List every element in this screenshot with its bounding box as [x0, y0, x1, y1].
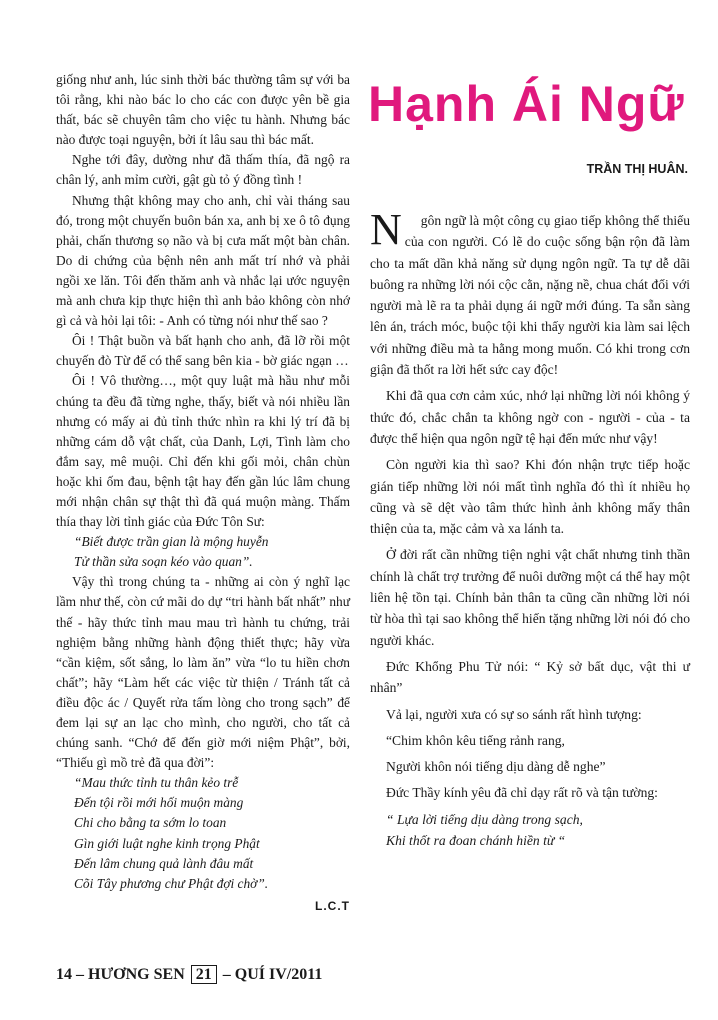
quote-line [56, 773, 350, 793]
paragraph-text: Ôi ! Thật buồn và bất hạnh cho anh, đã lỡ rồi một chuyến đò Từ để có thể sang bên kia - bờ giác ngạn … [56, 333, 350, 369]
paragraph-text: Nghe tới đây, dường như đã thấm thía, đã ngộ ra chân lý, anh mỉm cười, gật gù tỏ ý đồng tình ! [56, 152, 350, 188]
paragraph [370, 704, 690, 725]
page-footer [56, 966, 322, 984]
paragraph-text: Người khôn nói tiếng dịu dàng dễ nghe” [386, 759, 606, 775]
paragraph-text: Vả lại, người xưa có sự so sánh rất hình tượng: [386, 706, 642, 722]
paragraph-text: Khi thốt ra đoan chánh hiền từ “ [386, 833, 566, 849]
right-column [370, 205, 690, 851]
paragraph [370, 782, 690, 803]
paragraph [56, 371, 350, 532]
paragraph-text: Gìn giới luật nghe kinh trọng Phật [74, 835, 260, 851]
paragraph-text: Đức Khổng Phu Tử nói: “ Kỷ sở bất dục, vật thi ư nhân” [370, 658, 690, 696]
paragraph [56, 331, 350, 371]
signature: L.C.T [315, 898, 350, 913]
footer-dash: – [76, 966, 84, 983]
paragraph-text: Nhưng thật không may cho anh, chỉ vài tháng sau đó, trong một chuyến buôn bán xa, anh bị xe ô tô đụng phải, chấn thương sọ não và bị cưa mất một bàn chân. Do di chứng của bệnh nên anh mất trí nhớ và phải ngồi xe lăn. Tôi đến thăm anh và nhắc lại ước nguyện mà anh chưa kịp thực hiện thì anh bảo không còn nhớ gì cả và hỏi lại tôi: - Anh có từng nói như thế sao ? [56, 192, 350, 329]
quote-line [56, 834, 350, 854]
paragraph [370, 656, 690, 699]
dropcap: N [370, 205, 402, 254]
paragraph-text: Ôi ! Vô thường…, một quy luật mà hầu như mỗi chúng ta đều đã từng nghe, thấy, biết và nói nhiều lần nhưng có mấy ai đủ tỉnh thức nhìn ra khi lý trí đã bị những cám dỗ vật chất, của Danh, Lợi, Tình làm cho đắm say, mê muội. Chỉ đến khi gối mỏi, chân chùn hoặc khi ốm đau, bệnh tật hay đến gần lúc lâm chung mới nhận chân sự thật thì đã quá muộn màng. Thấm thía thay lời tỉnh giác của Đức Tôn Sư: [56, 373, 350, 530]
issue-number: 21 [191, 965, 217, 984]
paragraph [56, 150, 350, 190]
paragraph-text: Khi đã qua cơn cảm xúc, nhớ lại những lời nói không ý thức đó, chắc chắn ta không ngờ con - người - của - ta được thể hiện qua ngôn ngữ tệ hại đến mức như vậy! [370, 388, 690, 446]
paragraph-text: Tử thần sửa soạn kéo vào quan”. [74, 554, 253, 570]
quote-line [56, 532, 350, 552]
page-number: 14 [56, 966, 72, 983]
paragraph-text: Vậy thì trong chúng ta - những ai còn ý nghĩ lạc lầm như thế, còn cứ mãi do dự “tri hành bất nhất” như thế - hãy thức tỉnh mau mau trì hành tu chứng, trải nghiệm bằng những hành động thiết thực; hãy vừa “cần kiệm, sốt sắng, lo làm ăn” vừa “lo tu hiền chơn chất”; hãy “Làm hết các việc từ thiện / Tránh tất cả điều độc ác / Quyết rửa tấm lòng cho trong sạch” để đem lại sự an lạc cho mình, cho người, cho tất cả chúng sanh. “Chớ để đến giờ mới niệm Phật”, bởi, “Thiếu gì mồ trẻ đã qua đời”: [56, 574, 350, 771]
quote-line [370, 830, 690, 851]
paragraph [56, 572, 350, 773]
quote-line [56, 874, 350, 894]
paragraph-text: “Mau thức tỉnh tu thân kẻo trễ [74, 775, 239, 791]
paragraph-text: giống như anh, lúc sinh thời bác thường tâm sự với ba tôi rằng, khi nào bác lo cho các con được yên bề gia thất, bác sẽ chuyên tâm cho việc tu hành. Nhưng bác nào được toại nguyện, bởi ít lâu sau thì bác mất. [56, 72, 350, 148]
paragraph-text: gôn ngữ là một công cụ giao tiếp không thể thiếu của con người. Có lẽ do cuộc sống bận rộn đã làm cho ta mất dần khả năng sử dụng ngôn ngữ. Ta tự dễ dãi buông ra những lời nói cộc cằn, nặng nề, chua chát đối với người mà lẽ ra ta phải dụng ái ngữ mới đúng. Ta sẵn sàng lên án, trách móc, buộc tội khi thấy người kia làm sai lệch với những điều mà ta hằng mong muốn. Có khi trong cơn giận đã thốt ra lời hết sức cay độc! [370, 213, 690, 378]
paragraph-text: “Biết được trần gian là mộng huyễn [74, 534, 269, 550]
paragraph-text: “Chim khôn kêu tiếng rảnh rang, [386, 732, 565, 748]
paragraph-text: Cõi Tây phương chư Phật đợi chờ”. [74, 875, 269, 891]
quote-line [56, 552, 350, 572]
issue-quarter: QUÍ IV/2011 [234, 966, 323, 983]
paragraph-text: Đến lâm chung quả lành đâu mất [74, 855, 254, 871]
paragraph-text: Đức Thầy kính yêu đã chỉ dạy rất rõ và tận tường: [386, 785, 658, 801]
quote-line [56, 793, 350, 813]
paragraph [370, 730, 690, 751]
footer-dash: – [222, 966, 231, 983]
article-author: TRẦN THỊ HUÂN. [586, 162, 688, 176]
paragraph-text: “ Lựa lời tiếng dịu dàng trong sạch, [386, 811, 583, 827]
paragraph [370, 544, 690, 650]
paragraph [370, 454, 690, 539]
paragraph [370, 205, 690, 380]
paragraph-text: Chi cho bằng ta sớm lo toan [74, 815, 227, 831]
left-column [56, 70, 350, 916]
paragraph [370, 756, 690, 777]
paragraph [56, 191, 350, 332]
quote-line [56, 813, 350, 833]
paragraph-text: Đến tội rồi mới hối muộn màng [74, 795, 244, 811]
paragraph [56, 70, 350, 150]
quote-line [370, 809, 690, 830]
magazine-name: HƯƠNG SEN [88, 966, 185, 983]
paragraph-text: Còn người kia thì sao? Khi đón nhận trực tiếp hoặc gián tiếp những lời nói mất tình nghĩa đó thì ít nhiều họ cũng và sẽ dệt vào tâm thức hình ảnh không mấy thân thiện của ta, mặc cảm và xa lánh ta. [370, 457, 690, 537]
article-title: Hạnh Ái Ngữ [368, 76, 685, 132]
paragraph-text: Ở đời rất cần những tiện nghi vật chất nhưng tinh thần chính là chất trợ trưởng để nuôi dưỡng một cá thể hay một liên hệ tồn tại. Chính bản thân ta cũng cần những lời nói từ hòa thì tại sao không thể hiến tặng những lời nói đó cho người khác. [370, 547, 690, 648]
paragraph [370, 385, 690, 449]
quote-line [56, 854, 350, 874]
